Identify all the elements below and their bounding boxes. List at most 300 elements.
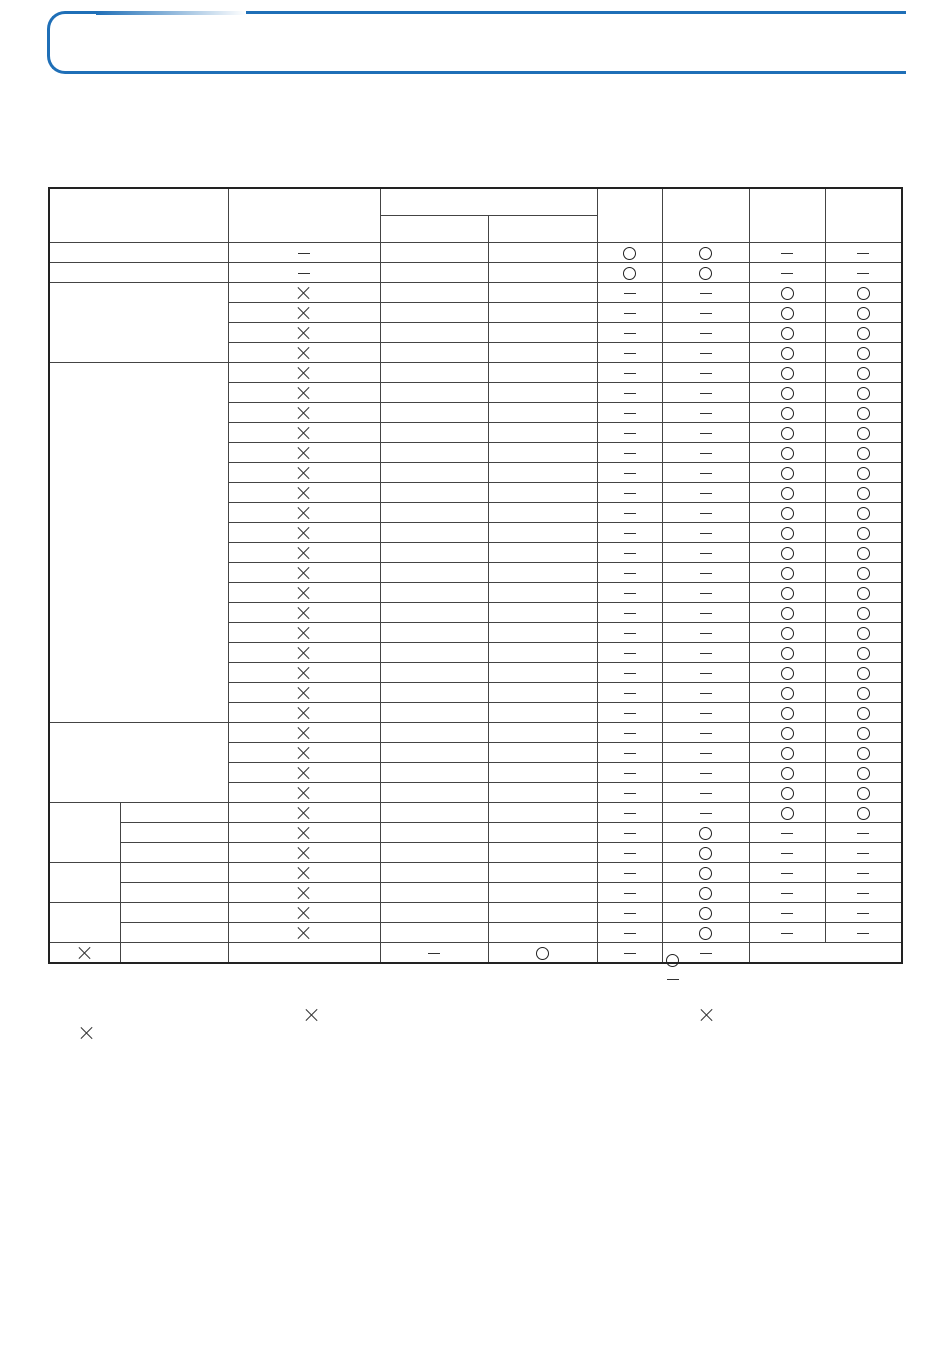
cross-symbol bbox=[297, 646, 311, 660]
table-cell bbox=[662, 503, 749, 523]
table-cell bbox=[825, 443, 902, 463]
table-cell bbox=[228, 443, 380, 463]
circle-symbol bbox=[781, 487, 794, 500]
table-cell bbox=[228, 503, 380, 523]
table-cell bbox=[380, 703, 488, 723]
dash-symbol bbox=[623, 706, 637, 720]
circle-symbol bbox=[781, 327, 794, 340]
dash-symbol bbox=[856, 826, 870, 840]
table-cell bbox=[749, 363, 825, 383]
circle-symbol bbox=[857, 747, 870, 760]
circle-symbol bbox=[699, 267, 712, 280]
circle-symbol bbox=[699, 827, 712, 840]
table-cell bbox=[380, 323, 488, 343]
table-cell bbox=[228, 943, 380, 964]
circle-symbol bbox=[781, 567, 794, 580]
circle-symbol bbox=[781, 287, 794, 300]
table-cell bbox=[380, 543, 488, 563]
table-cell bbox=[488, 363, 597, 383]
header-accent bbox=[96, 11, 246, 15]
table-cell bbox=[597, 863, 662, 883]
header-cell bbox=[380, 188, 597, 216]
dash-symbol bbox=[699, 566, 713, 580]
header-cell bbox=[380, 216, 488, 243]
circle-symbol bbox=[857, 627, 870, 640]
table-cell bbox=[597, 323, 662, 343]
table-cell bbox=[228, 783, 380, 803]
table-cell bbox=[662, 663, 749, 683]
cross-symbol bbox=[297, 906, 311, 920]
table-cell bbox=[825, 743, 902, 763]
table-cell bbox=[597, 363, 662, 383]
dash-symbol bbox=[623, 646, 637, 660]
table-cell bbox=[749, 803, 825, 823]
table-cell bbox=[749, 483, 825, 503]
header-cell bbox=[228, 188, 380, 243]
dash-symbol bbox=[623, 306, 637, 320]
table-cell bbox=[228, 683, 380, 703]
cross-symbol bbox=[297, 866, 311, 880]
circle-symbol bbox=[857, 727, 870, 740]
table-cell bbox=[597, 603, 662, 623]
table-cell bbox=[597, 743, 662, 763]
dash-symbol bbox=[623, 906, 637, 920]
table-cell bbox=[597, 583, 662, 603]
table-cell bbox=[380, 743, 488, 763]
table-cell bbox=[597, 403, 662, 423]
table-cell bbox=[228, 823, 380, 843]
table-cell bbox=[488, 943, 597, 964]
table-cell bbox=[749, 843, 825, 863]
circle-symbol bbox=[781, 347, 794, 360]
group-cell bbox=[49, 903, 120, 943]
table-cell bbox=[825, 563, 902, 583]
circle-symbol bbox=[857, 467, 870, 480]
table-cell bbox=[662, 783, 749, 803]
dash-symbol bbox=[623, 546, 637, 560]
table-cell bbox=[380, 463, 488, 483]
cross-symbol bbox=[297, 926, 311, 940]
table-cell bbox=[749, 863, 825, 883]
table-cell bbox=[380, 903, 488, 923]
circle-symbol bbox=[857, 767, 870, 780]
dash-symbol bbox=[623, 886, 637, 900]
cross-symbol bbox=[297, 426, 311, 440]
table-cell bbox=[825, 643, 902, 663]
table-cell bbox=[749, 243, 825, 263]
cross-symbol bbox=[297, 766, 311, 780]
table-cell bbox=[749, 583, 825, 603]
cross-symbol bbox=[305, 1008, 319, 1022]
cross-symbol bbox=[297, 486, 311, 500]
table-cell bbox=[749, 823, 825, 843]
table-cell bbox=[597, 243, 662, 263]
circle-symbol bbox=[781, 547, 794, 560]
circle-symbol bbox=[699, 847, 712, 860]
dash-symbol bbox=[699, 486, 713, 500]
table-cell bbox=[662, 683, 749, 703]
circle-symbol bbox=[781, 407, 794, 420]
table-cell bbox=[228, 583, 380, 603]
circle-symbol bbox=[781, 307, 794, 320]
table-cell bbox=[825, 303, 902, 323]
dash-symbol bbox=[623, 286, 637, 300]
table-cell bbox=[825, 723, 902, 743]
table-cell bbox=[380, 363, 488, 383]
dash-symbol bbox=[699, 466, 713, 480]
table-cell bbox=[228, 383, 380, 403]
table-cell bbox=[749, 903, 825, 923]
cross-symbol bbox=[297, 826, 311, 840]
table-cell bbox=[380, 423, 488, 443]
circle-symbol bbox=[857, 347, 870, 360]
circle-symbol bbox=[857, 587, 870, 600]
table-cell bbox=[380, 263, 488, 283]
table-cell bbox=[749, 343, 825, 363]
cross-symbol bbox=[297, 406, 311, 420]
table-cell bbox=[228, 643, 380, 663]
table-cell bbox=[228, 563, 380, 583]
circle-symbol bbox=[857, 447, 870, 460]
table-cell bbox=[120, 943, 228, 964]
subgroup-cell bbox=[120, 843, 228, 863]
table-row bbox=[49, 843, 902, 863]
table-cell bbox=[228, 403, 380, 423]
table-cell bbox=[228, 723, 380, 743]
table-cell bbox=[228, 483, 380, 503]
table-cell bbox=[662, 603, 749, 623]
table-cell bbox=[825, 703, 902, 723]
circle-symbol bbox=[623, 247, 636, 260]
table-cell bbox=[597, 383, 662, 403]
table-cell bbox=[662, 903, 749, 923]
cross-symbol bbox=[297, 786, 311, 800]
header-frame bbox=[47, 11, 906, 74]
circle-symbol bbox=[857, 387, 870, 400]
dash-symbol bbox=[623, 426, 637, 440]
table-cell bbox=[228, 743, 380, 763]
table-cell bbox=[380, 603, 488, 623]
group-cell bbox=[49, 363, 228, 723]
cross-symbol bbox=[78, 946, 92, 960]
dash-symbol bbox=[623, 526, 637, 540]
cross-symbol bbox=[297, 846, 311, 860]
dash-symbol bbox=[699, 766, 713, 780]
table-cell bbox=[825, 363, 902, 383]
cross-symbol bbox=[297, 366, 311, 380]
circle-symbol bbox=[781, 447, 794, 460]
table-cell bbox=[488, 723, 597, 743]
dash-symbol bbox=[699, 346, 713, 360]
cross-symbol bbox=[297, 286, 311, 300]
circle-symbol bbox=[781, 807, 794, 820]
dash-symbol bbox=[699, 506, 713, 520]
table-cell bbox=[228, 603, 380, 623]
table-cell bbox=[597, 923, 662, 943]
table-cell bbox=[749, 643, 825, 663]
table-cell bbox=[749, 543, 825, 563]
dash-symbol bbox=[699, 646, 713, 660]
group-cell bbox=[49, 243, 228, 263]
header-cell bbox=[597, 188, 662, 243]
table-row bbox=[49, 863, 902, 883]
table-cell bbox=[228, 543, 380, 563]
table-cell bbox=[488, 843, 597, 863]
dash-symbol bbox=[623, 766, 637, 780]
table-row bbox=[49, 363, 902, 383]
table-cell bbox=[749, 443, 825, 463]
dash-symbol bbox=[699, 366, 713, 380]
dash-symbol bbox=[699, 706, 713, 720]
cross-symbol bbox=[297, 626, 311, 640]
table-cell bbox=[380, 643, 488, 663]
subgroup-cell bbox=[120, 903, 228, 923]
table-cell bbox=[597, 523, 662, 543]
table-cell bbox=[825, 263, 902, 283]
circle-symbol bbox=[857, 527, 870, 540]
dash-symbol bbox=[699, 686, 713, 700]
table-cell bbox=[380, 823, 488, 843]
table-cell bbox=[825, 663, 902, 683]
table-cell bbox=[662, 303, 749, 323]
dash-symbol bbox=[780, 266, 794, 280]
table-cell bbox=[228, 663, 380, 683]
circle-symbol bbox=[857, 487, 870, 500]
subgroup-cell bbox=[120, 923, 228, 943]
table-cell bbox=[228, 623, 380, 643]
table-cell bbox=[825, 503, 902, 523]
dash-symbol bbox=[623, 446, 637, 460]
circle-symbol bbox=[781, 727, 794, 740]
table-cell bbox=[825, 623, 902, 643]
dash-symbol bbox=[780, 246, 794, 260]
table-cell bbox=[488, 803, 597, 823]
table-cell bbox=[228, 463, 380, 483]
cross-symbol bbox=[297, 686, 311, 700]
cross-symbol bbox=[297, 546, 311, 560]
dash-symbol bbox=[856, 266, 870, 280]
table-cell bbox=[488, 643, 597, 663]
table-cell bbox=[597, 643, 662, 663]
table-cell bbox=[662, 863, 749, 883]
dash-symbol bbox=[623, 386, 637, 400]
table-cell bbox=[662, 803, 749, 823]
table-cell bbox=[749, 683, 825, 703]
table-cell bbox=[488, 263, 597, 283]
table-cell bbox=[749, 763, 825, 783]
table-cell bbox=[597, 543, 662, 563]
dash-symbol bbox=[623, 626, 637, 640]
table-cell bbox=[597, 483, 662, 503]
dash-symbol bbox=[623, 786, 637, 800]
dash-symbol bbox=[699, 426, 713, 440]
table-cell bbox=[380, 443, 488, 463]
table-row bbox=[49, 723, 902, 743]
cross-symbol bbox=[297, 706, 311, 720]
table-cell bbox=[662, 323, 749, 343]
circle-symbol bbox=[857, 807, 870, 820]
table-cell bbox=[488, 783, 597, 803]
table-cell bbox=[380, 563, 488, 583]
circle-symbol bbox=[781, 627, 794, 640]
dash-symbol bbox=[699, 306, 713, 320]
dash-symbol bbox=[780, 846, 794, 860]
circle-symbol bbox=[781, 507, 794, 520]
table-cell bbox=[749, 783, 825, 803]
table-cell bbox=[488, 743, 597, 763]
dash-symbol bbox=[780, 866, 794, 880]
circle-symbol bbox=[781, 747, 794, 760]
circle-symbol bbox=[857, 667, 870, 680]
table-cell bbox=[380, 503, 488, 523]
table-cell bbox=[825, 283, 902, 303]
dash-symbol bbox=[699, 546, 713, 560]
table-cell bbox=[488, 403, 597, 423]
table-cell bbox=[597, 463, 662, 483]
table-cell bbox=[380, 383, 488, 403]
circle-symbol bbox=[781, 427, 794, 440]
table-cell bbox=[597, 303, 662, 323]
circle-symbol bbox=[857, 707, 870, 720]
cross-symbol bbox=[297, 466, 311, 480]
dash-symbol bbox=[623, 566, 637, 580]
table-cell bbox=[380, 783, 488, 803]
circle-symbol bbox=[781, 647, 794, 660]
dash-symbol bbox=[623, 806, 637, 820]
table-cell bbox=[380, 523, 488, 543]
table-cell bbox=[662, 823, 749, 843]
dash-symbol bbox=[623, 726, 637, 740]
table-cell bbox=[662, 623, 749, 643]
subgroup-cell bbox=[120, 883, 228, 903]
circle-symbol bbox=[781, 527, 794, 540]
table-cell bbox=[825, 883, 902, 903]
circle-symbol bbox=[857, 327, 870, 340]
circle-symbol bbox=[781, 387, 794, 400]
dash-symbol bbox=[699, 806, 713, 820]
dash-symbol bbox=[623, 666, 637, 680]
table-cell bbox=[749, 723, 825, 743]
table-cell bbox=[662, 743, 749, 763]
table-cell bbox=[662, 523, 749, 543]
group-cell bbox=[49, 723, 228, 803]
table-cell bbox=[825, 403, 902, 423]
table-cell bbox=[825, 783, 902, 803]
circle-symbol bbox=[699, 867, 712, 880]
table-cell bbox=[749, 283, 825, 303]
table-row bbox=[49, 943, 902, 964]
table-row bbox=[49, 243, 902, 263]
dash-symbol bbox=[856, 886, 870, 900]
table-cell bbox=[749, 383, 825, 403]
table-cell bbox=[488, 763, 597, 783]
group-cell bbox=[49, 863, 120, 903]
dash-symbol bbox=[623, 826, 637, 840]
circle-symbol bbox=[857, 567, 870, 580]
table-cell bbox=[662, 923, 749, 943]
table-cell bbox=[228, 703, 380, 723]
dash-symbol bbox=[699, 606, 713, 620]
table-cell bbox=[597, 683, 662, 703]
table-cell bbox=[749, 743, 825, 763]
table-cell bbox=[597, 943, 662, 964]
cross-symbol bbox=[297, 606, 311, 620]
table-cell bbox=[228, 763, 380, 783]
circle-symbol bbox=[781, 587, 794, 600]
table-cell bbox=[488, 483, 597, 503]
table-cell bbox=[597, 563, 662, 583]
table-cell bbox=[597, 503, 662, 523]
cross-symbol bbox=[297, 306, 311, 320]
dash-symbol bbox=[856, 906, 870, 920]
table-cell bbox=[662, 423, 749, 443]
table-row bbox=[49, 823, 902, 843]
header-cell bbox=[49, 188, 228, 243]
circle-symbol bbox=[857, 607, 870, 620]
table-cell bbox=[488, 903, 597, 923]
table-cell bbox=[380, 723, 488, 743]
group-cell bbox=[49, 263, 228, 283]
table-cell bbox=[825, 603, 902, 623]
cross-symbol bbox=[297, 726, 311, 740]
table-cell bbox=[488, 603, 597, 623]
circle-symbol bbox=[857, 787, 870, 800]
dash-symbol bbox=[623, 486, 637, 500]
table-cell bbox=[488, 523, 597, 543]
table-cell bbox=[380, 943, 488, 964]
table-cell bbox=[749, 563, 825, 583]
table-cell bbox=[597, 803, 662, 823]
table-cell bbox=[228, 323, 380, 343]
dash-symbol bbox=[780, 906, 794, 920]
table-cell bbox=[228, 423, 380, 443]
table-cell bbox=[825, 463, 902, 483]
dash-symbol bbox=[623, 946, 637, 960]
table-cell bbox=[228, 343, 380, 363]
table-cell bbox=[488, 323, 597, 343]
cross-symbol bbox=[297, 526, 311, 540]
table-cell bbox=[488, 503, 597, 523]
table-cell bbox=[662, 363, 749, 383]
table-cell bbox=[488, 623, 597, 643]
dash-symbol bbox=[780, 826, 794, 840]
table-cell bbox=[488, 663, 597, 683]
table-cell bbox=[749, 323, 825, 343]
table-cell bbox=[662, 283, 749, 303]
table-cell bbox=[488, 423, 597, 443]
cross-symbol bbox=[297, 806, 311, 820]
table-cell bbox=[825, 923, 902, 943]
dash-symbol bbox=[699, 326, 713, 340]
table-row bbox=[49, 283, 902, 303]
table-cell bbox=[825, 343, 902, 363]
circle-symbol bbox=[857, 647, 870, 660]
circle-symbol bbox=[857, 407, 870, 420]
table-cell bbox=[380, 803, 488, 823]
cross-symbol bbox=[297, 446, 311, 460]
table-cell bbox=[749, 523, 825, 543]
dash-symbol bbox=[699, 286, 713, 300]
dash-symbol bbox=[699, 406, 713, 420]
table-cell bbox=[749, 663, 825, 683]
table-cell bbox=[228, 523, 380, 543]
header-cell bbox=[825, 188, 902, 243]
circle-symbol bbox=[781, 767, 794, 780]
dash-symbol bbox=[699, 526, 713, 540]
table-cell bbox=[380, 583, 488, 603]
table-cell bbox=[380, 863, 488, 883]
circle-symbol bbox=[781, 787, 794, 800]
